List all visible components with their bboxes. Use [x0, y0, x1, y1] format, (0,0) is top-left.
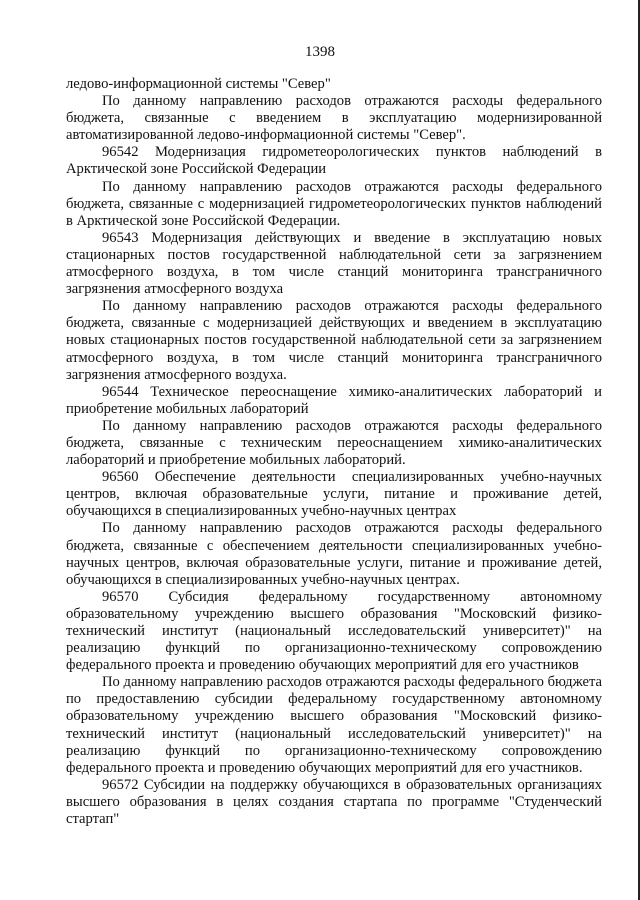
paragraph-description: По данному направлению расходов отражаются расходы федерального бюджета, связанные с техническим переоснащением химико-аналитических лабораторий и приобретение мобильных лабораторий.: [66, 417, 602, 469]
paragraph-description: По данному направлению расходов отражаются расходы федерального бюджета, связанные с обеспечением деятельности специализированных учебно-научных центров, включая образовательные услуги, питание и проживание детей, обучающихся в специализированных учебно-научных центрах.: [66, 520, 602, 588]
paragraph-code-96570: 96570 Субсидия федеральному государственному автономному образовательному учреждению высшего образования "Московский физико-технический институт (национальный исследовательский университет)" на реализацию функций по организационно-техническому сопровождению федерального проекта и проведению обучающих мероприятий для его участников: [66, 588, 602, 674]
paragraph-continuation: ледово-информационной системы "Север": [66, 76, 331, 92]
paragraph-code-96542: 96542 Модернизация гидрометеорологических пунктов наблюдений в Арктической зоне Российской Федерации: [66, 144, 602, 178]
paragraph-code-96560: 96560 Обеспечение деятельности специализированных учебно-научных центров, включая образовательные услуги, питание и проживание детей, обучающихся в специализированных учебно-научных центрах: [66, 469, 602, 520]
paragraph-description: По данному направлению расходов отражаются расходы федерального бюджета, связанные с модернизацией гидрометеорологических пунктов наблюдений в Арктической зоне Российской Федерации.: [66, 178, 602, 229]
paragraph-code-96543: 96543 Модернизация действующих и введение в эксплуатацию новых стационарных постов государственной наблюдательной сети за загрязнением атмосферного воздуха, в том числе станций мониторинга трансграничного загрязнения атмосферного воздуха: [66, 229, 602, 298]
page-number: 1398: [305, 44, 335, 60]
paragraph-description: По данному направлению расходов отражаются расходы федерального бюджета по предоставлению субсидии федеральному государственному автономному образовательному учреждению высшего образования "Московский физико-технический институт (национальный исследовательский университет)" на реализацию функций по организационно-техническому сопровождению федерального проекта и проведению обучающих мероприятий для его участников.: [66, 674, 602, 776]
paragraph-code-96544: 96544 Техническое переоснащение химико-аналитических лабораторий и приобретение мобильных лабораторий: [66, 383, 602, 417]
paragraph-description: По данному направлению расходов отражаются расходы федерального бюджета, связанные с модернизацией действующих и введением в эксплуатацию новых стационарных постов государственной наблюдательной сети за загрязнением атмосферного воздуха, в том числе станций мониторинга трансграничного загрязнения атмосферного воздуха.: [66, 298, 602, 383]
paragraph-description: По данному направлению расходов отражаются расходы федерального бюджета, связанные с введением в эксплуатацию модернизированной автоматизированной ледово-информационной системы "Север".: [66, 93, 602, 144]
document-body: [66, 76, 602, 828]
paragraph-code-96572: 96572 Субсидии на поддержку обучающихся в образовательных организациях высшего образования в целях создания стартапа по программе "Студенческий стартап": [66, 776, 602, 828]
